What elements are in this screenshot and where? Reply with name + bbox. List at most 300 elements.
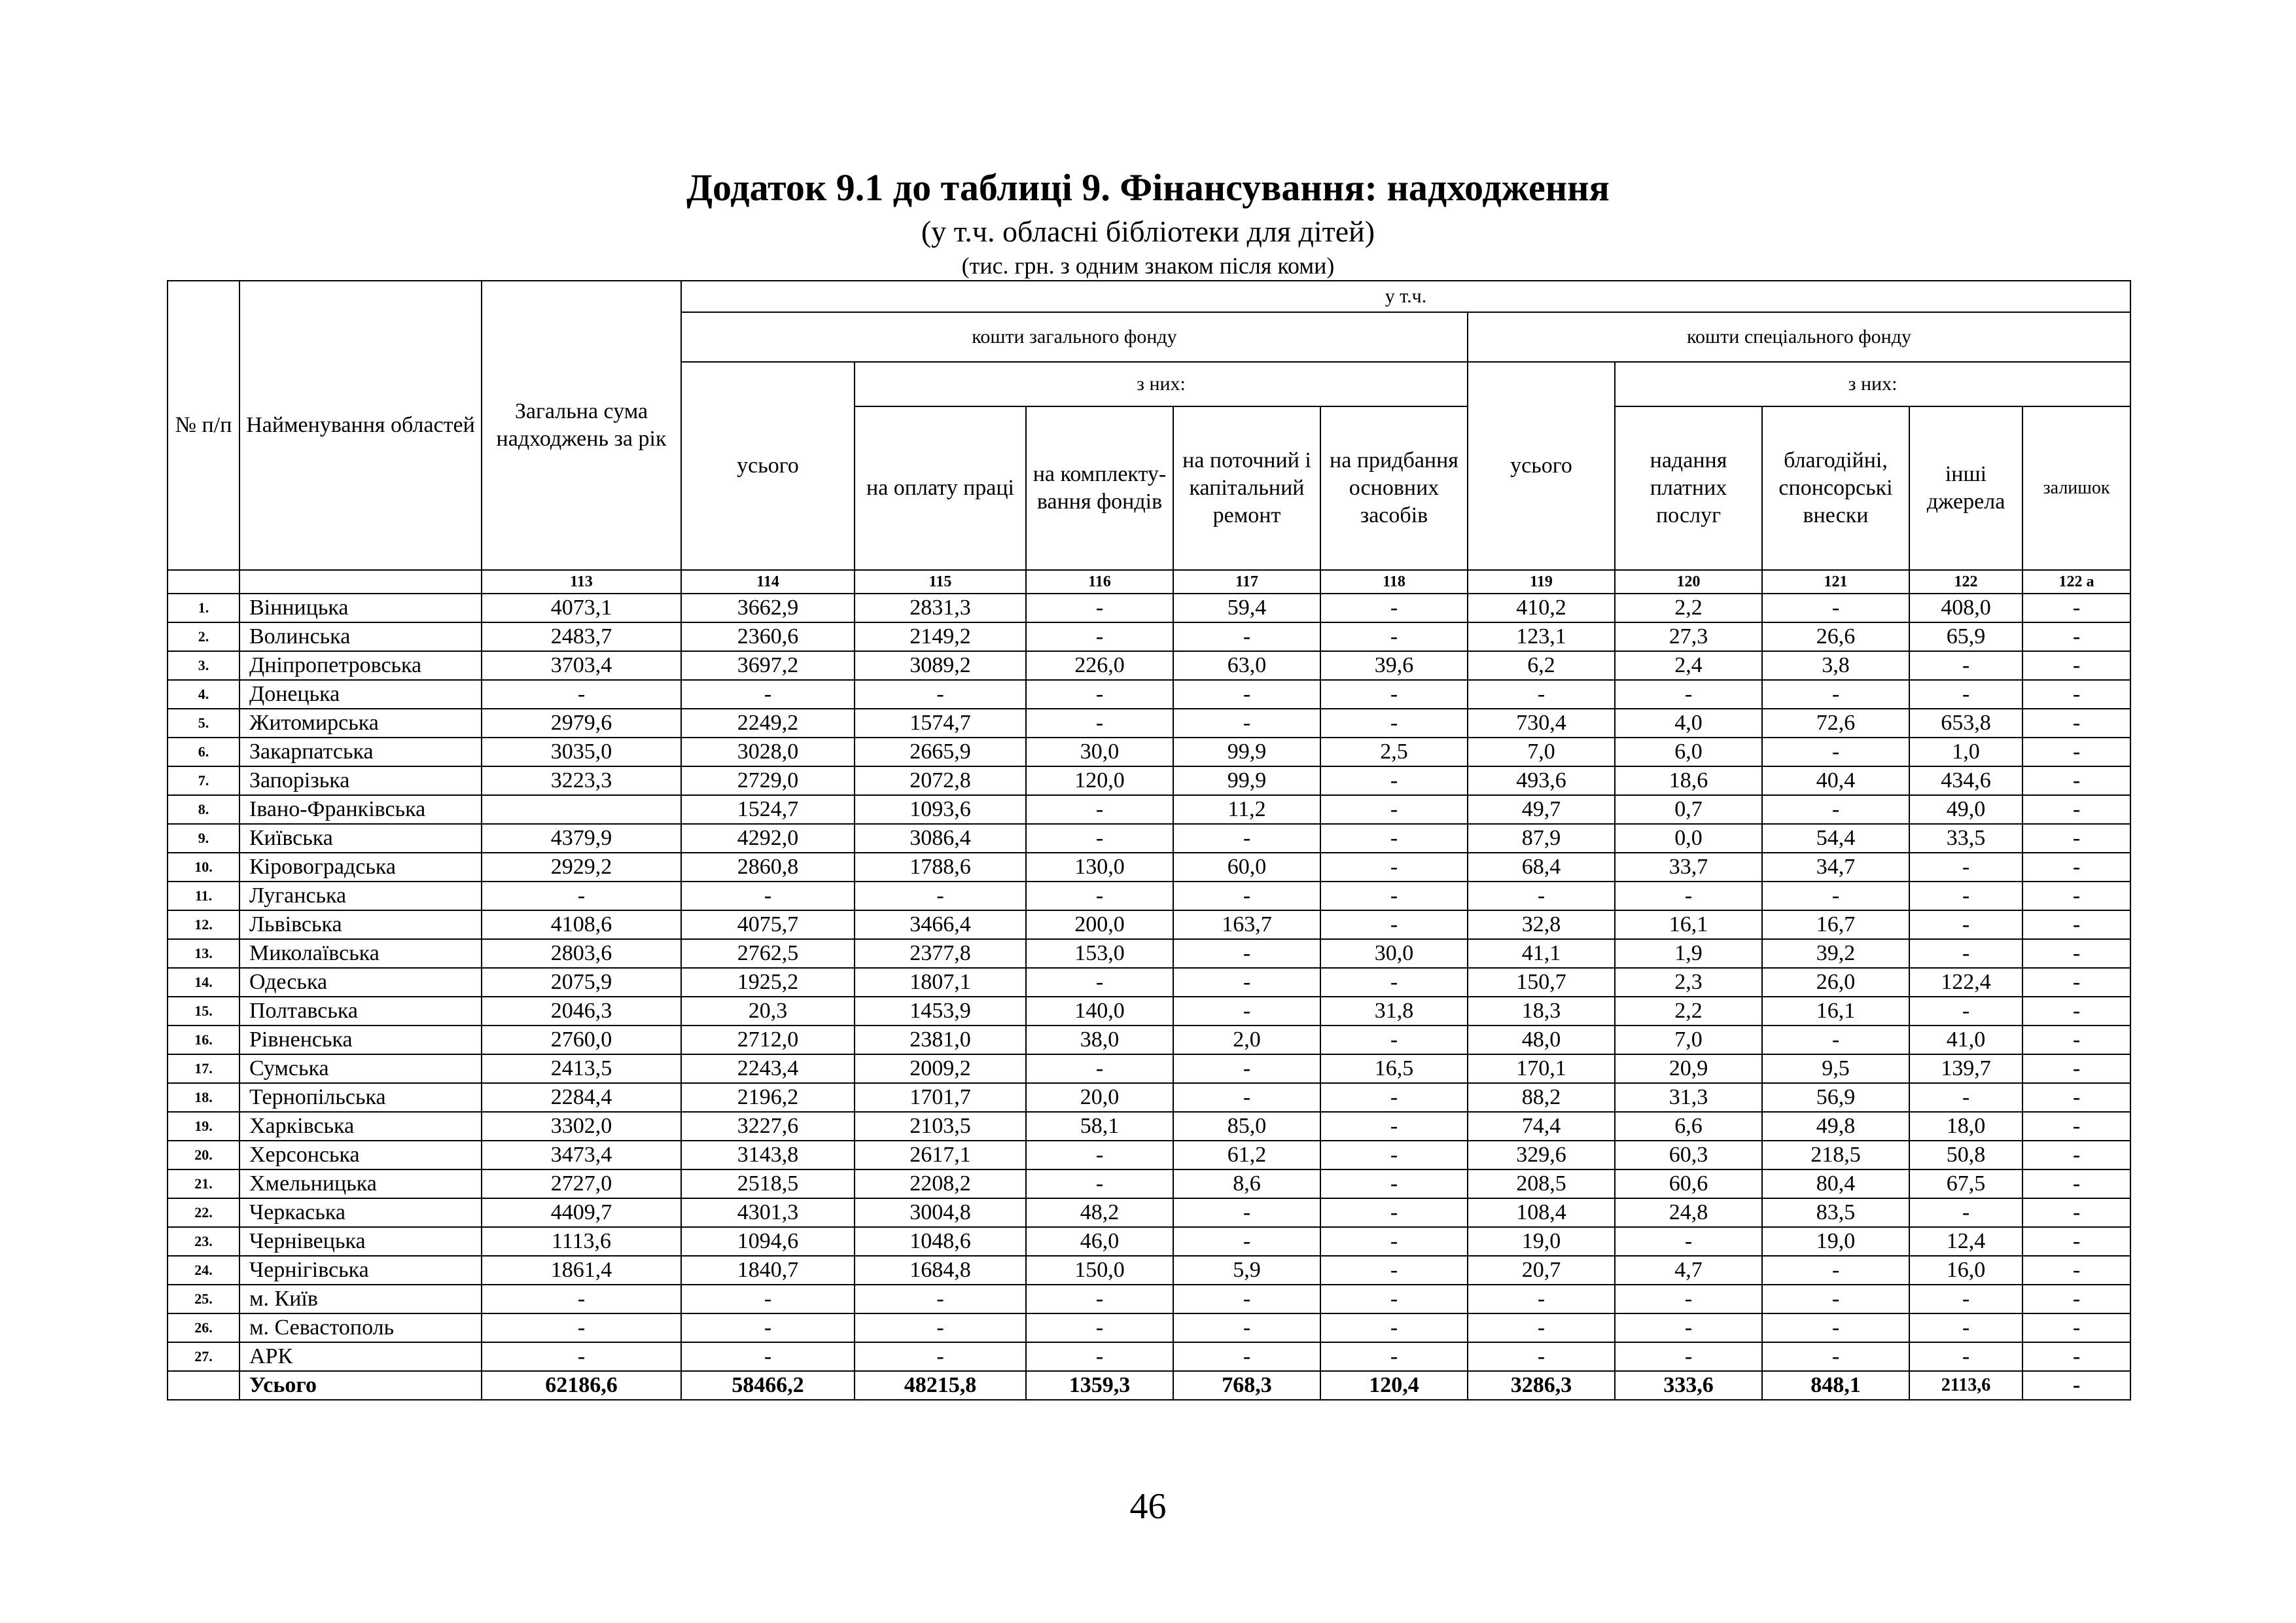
row-number: 19. (168, 1112, 239, 1141)
col-header-num: № п/п (168, 281, 239, 570)
row-number: 15. (168, 997, 239, 1026)
table-row (168, 795, 2130, 824)
value-cell: - (2022, 1285, 2130, 1313)
value-cell: 6,6 (1615, 1112, 1762, 1141)
value-cell: - (1909, 651, 2022, 680)
value-cell: 9,5 (1762, 1054, 1909, 1083)
value-cell: - (1320, 1112, 1468, 1141)
value-cell: - (482, 882, 681, 910)
region-name: Чернігівська (239, 1256, 482, 1285)
value-cell: 2,0 (1173, 1026, 1320, 1054)
value-cell: 16,7 (1762, 910, 1909, 939)
value-cell: 2617,1 (855, 1141, 1026, 1169)
value-cell: - (1762, 1313, 1909, 1342)
total-value-cell: - (2022, 1371, 2130, 1400)
value-cell: 4409,7 (482, 1198, 681, 1227)
value-cell (482, 795, 681, 824)
value-cell: 2046,3 (482, 997, 681, 1026)
value-cell: 2360,6 (681, 622, 855, 651)
value-cell: 7,0 (1468, 738, 1615, 766)
value-cell: - (1615, 1285, 1762, 1313)
table-row (168, 594, 2130, 622)
row-number: 23. (168, 1227, 239, 1256)
value-cell: 20,7 (1468, 1256, 1615, 1285)
value-cell: 27,3 (1615, 622, 1762, 651)
table-row (168, 1198, 2130, 1227)
table-row (168, 1313, 2130, 1342)
value-cell: - (1909, 997, 2022, 1026)
table-row (168, 680, 2130, 709)
region-name: Одеська (239, 968, 482, 997)
value-cell: - (482, 1313, 681, 1342)
value-cell: - (2022, 1342, 2130, 1371)
total-value-cell: 62186,6 (482, 1371, 681, 1400)
col-header-general-total: усього (681, 362, 855, 570)
value-cell: 49,0 (1909, 795, 2022, 824)
value-cell: - (1026, 1141, 1173, 1169)
col-header-of-which-general: з них: (855, 362, 1468, 406)
region-name: Тернопільська (239, 1083, 482, 1112)
value-cell: - (482, 1285, 681, 1313)
value-cell: 1113,6 (482, 1227, 681, 1256)
value-cell: - (482, 680, 681, 709)
table-row (168, 1285, 2130, 1313)
value-cell: 68,4 (1468, 853, 1615, 882)
value-cell: 61,2 (1173, 1141, 1320, 1169)
region-name: Дніпропетровська (239, 651, 482, 680)
value-cell: 19,0 (1762, 1227, 1909, 1256)
value-cell: 226,0 (1026, 651, 1173, 680)
value-cell: 56,9 (1762, 1083, 1909, 1112)
row-number: 22. (168, 1198, 239, 1227)
table-row (168, 738, 2130, 766)
region-name: Херсонська (239, 1141, 482, 1169)
value-cell: 2860,8 (681, 853, 855, 882)
value-cell: 139,7 (1909, 1054, 2022, 1083)
value-cell: - (1026, 1169, 1173, 1198)
value-cell: 3004,8 (855, 1198, 1026, 1227)
value-cell: 2103,5 (855, 1112, 1026, 1141)
value-cell: - (2022, 853, 2130, 882)
value-cell: - (2022, 1198, 2130, 1227)
column-code: 115 (855, 570, 1026, 594)
value-cell: - (1615, 1313, 1762, 1342)
value-cell: 4073,1 (482, 594, 681, 622)
value-cell: 87,9 (1468, 824, 1615, 853)
value-cell: 2665,9 (855, 738, 1026, 766)
row-number: 14. (168, 968, 239, 997)
value-cell: 26,0 (1762, 968, 1909, 997)
region-name: Сумська (239, 1054, 482, 1083)
value-cell: - (1320, 1227, 1468, 1256)
col-header-special-total: усього (1468, 362, 1615, 570)
financing-table (167, 280, 2131, 1400)
value-cell: - (1320, 1198, 1468, 1227)
value-cell: 329,6 (1468, 1141, 1615, 1169)
row-number: 8. (168, 795, 239, 824)
region-name: Полтавська (239, 997, 482, 1026)
column-code: 117 (1173, 570, 1320, 594)
value-cell: - (1762, 1256, 1909, 1285)
column-code: 116 (1026, 570, 1173, 594)
value-cell: 6,2 (1468, 651, 1615, 680)
value-cell: 2762,5 (681, 939, 855, 968)
region-name: Вінницька (239, 594, 482, 622)
value-cell: 1701,7 (855, 1083, 1026, 1112)
value-cell: 4,0 (1615, 709, 1762, 738)
column-code: 118 (1320, 570, 1468, 594)
value-cell: - (1173, 1227, 1320, 1256)
region-name: АРК (239, 1342, 482, 1371)
table-row (168, 1227, 2130, 1256)
value-cell: 32,8 (1468, 910, 1615, 939)
value-cell: 2979,6 (482, 709, 681, 738)
value-cell: - (1320, 968, 1468, 997)
value-cell: - (1320, 853, 1468, 882)
value-cell: - (1909, 910, 2022, 939)
value-cell: 2483,7 (482, 622, 681, 651)
value-cell: 8,6 (1173, 1169, 1320, 1198)
value-cell: - (482, 1342, 681, 1371)
value-cell: - (1468, 882, 1615, 910)
value-cell: 2243,4 (681, 1054, 855, 1083)
value-cell: 1788,6 (855, 853, 1026, 882)
row-number: 7. (168, 766, 239, 795)
total-value-cell: 333,6 (1615, 1371, 1762, 1400)
value-cell: - (1909, 853, 2022, 882)
value-cell: 120,0 (1026, 766, 1173, 795)
row-number: 17. (168, 1054, 239, 1083)
value-cell: - (2022, 1054, 2130, 1083)
value-cell: - (1615, 882, 1762, 910)
value-cell: 48,2 (1026, 1198, 1173, 1227)
col-header-remainder: залишок (2022, 406, 2130, 570)
value-cell: - (681, 680, 855, 709)
value-cell: - (1762, 1285, 1909, 1313)
col-header-other-sources: інші джерела (1909, 406, 2022, 570)
value-cell: - (1909, 939, 2022, 968)
value-cell: 2729,0 (681, 766, 855, 795)
value-cell: - (2022, 968, 2130, 997)
value-cell: 3028,0 (681, 738, 855, 766)
value-cell: - (1909, 1342, 2022, 1371)
col-header-acquisition: на комплекту-вання фондів (1026, 406, 1173, 570)
total-row (168, 1371, 2130, 1400)
row-number: 20. (168, 1141, 239, 1169)
value-cell: 50,8 (1909, 1141, 2022, 1169)
value-cell: 54,4 (1762, 824, 1909, 853)
value-cell: - (2022, 1313, 2130, 1342)
value-cell: 60,0 (1173, 853, 1320, 882)
value-cell: - (1173, 1083, 1320, 1112)
value-cell: - (1026, 622, 1173, 651)
value-cell: 2760,0 (482, 1026, 681, 1054)
total-label: Усього (239, 1371, 482, 1400)
value-cell: 170,1 (1468, 1054, 1615, 1083)
col-header-region: Найменування областей (239, 281, 482, 570)
value-cell: 19,0 (1468, 1227, 1615, 1256)
value-cell: 4301,3 (681, 1198, 855, 1227)
row-number: 25. (168, 1285, 239, 1313)
value-cell: - (1026, 1342, 1173, 1371)
value-cell: 3473,4 (482, 1141, 681, 1169)
region-name: Миколаївська (239, 939, 482, 968)
value-cell: - (2022, 680, 2130, 709)
value-cell: 30,0 (1320, 939, 1468, 968)
col-header-fixed-assets: на придбання основних засобів (1320, 406, 1468, 570)
row-number: 27. (168, 1342, 239, 1371)
value-cell: - (1615, 680, 1762, 709)
value-cell: 24,8 (1615, 1198, 1762, 1227)
row-number: 5. (168, 709, 239, 738)
value-cell: - (2022, 1083, 2130, 1112)
value-cell: - (1173, 1198, 1320, 1227)
column-code: 120 (1615, 570, 1762, 594)
value-cell: 2149,2 (855, 622, 1026, 651)
column-code: 119 (1468, 570, 1615, 594)
total-value-cell: 58466,2 (681, 1371, 855, 1400)
column-codes-row (168, 570, 2130, 594)
value-cell: 2831,3 (855, 594, 1026, 622)
value-cell: 1807,1 (855, 968, 1026, 997)
value-cell: - (1320, 1313, 1468, 1342)
value-cell: 2413,5 (482, 1054, 681, 1083)
value-cell: 1094,6 (681, 1227, 855, 1256)
total-value-cell: 48215,8 (855, 1371, 1026, 1400)
value-cell: 653,8 (1909, 709, 2022, 738)
value-cell: 18,6 (1615, 766, 1762, 795)
value-cell: - (1173, 1054, 1320, 1083)
region-name: Житомирська (239, 709, 482, 738)
region-name: Київська (239, 824, 482, 853)
value-cell: - (1026, 1313, 1173, 1342)
value-cell: 130,0 (1026, 853, 1173, 882)
table-row (168, 1026, 2130, 1054)
value-cell: 1840,7 (681, 1256, 855, 1285)
table-row (168, 824, 2130, 853)
value-cell: 153,0 (1026, 939, 1173, 968)
value-cell: 163,7 (1173, 910, 1320, 939)
value-cell: 40,4 (1762, 766, 1909, 795)
col-header-salary: на оплату праці (855, 406, 1026, 570)
value-cell: - (1320, 622, 1468, 651)
value-cell: 4075,7 (681, 910, 855, 939)
column-code: 121 (1762, 570, 1909, 594)
value-cell: - (2022, 882, 2130, 910)
total-value-cell: 848,1 (1762, 1371, 1909, 1400)
value-cell: - (855, 1285, 1026, 1313)
value-cell: 4,7 (1615, 1256, 1762, 1285)
region-name: Запорізька (239, 766, 482, 795)
value-cell: 2009,2 (855, 1054, 1026, 1083)
col-header-charity: благодійні, спонсорські внески (1762, 406, 1909, 570)
value-cell: - (1909, 1083, 2022, 1112)
value-cell: 48,0 (1468, 1026, 1615, 1054)
value-cell: 60,3 (1615, 1141, 1762, 1169)
region-name: Рівненська (239, 1026, 482, 1054)
row-number: 16. (168, 1026, 239, 1054)
row-number: 24. (168, 1256, 239, 1285)
value-cell: - (1320, 1141, 1468, 1169)
value-cell: - (855, 1342, 1026, 1371)
value-cell: - (1173, 882, 1320, 910)
value-cell: - (1173, 939, 1320, 968)
value-cell: - (1320, 910, 1468, 939)
value-cell: - (681, 1313, 855, 1342)
row-number: 18. (168, 1083, 239, 1112)
value-cell: 67,5 (1909, 1169, 2022, 1198)
value-cell: 99,9 (1173, 738, 1320, 766)
value-cell: - (2022, 910, 2130, 939)
col-header-special-fund: кошти спеціального фонду (1468, 312, 2130, 362)
value-cell: - (1173, 680, 1320, 709)
value-cell: - (1173, 997, 1320, 1026)
value-cell: - (1320, 680, 1468, 709)
value-cell: - (1615, 1227, 1762, 1256)
value-cell: 2075,9 (482, 968, 681, 997)
value-cell: - (2022, 738, 2130, 766)
value-cell: 16,5 (1320, 1054, 1468, 1083)
value-cell: 2284,4 (482, 1083, 681, 1112)
value-cell: 39,2 (1762, 939, 1909, 968)
value-cell: 1925,2 (681, 968, 855, 997)
table-row (168, 882, 2130, 910)
table-row (168, 853, 2130, 882)
value-cell: 30,0 (1026, 738, 1173, 766)
table-row (168, 997, 2130, 1026)
region-name: Волинська (239, 622, 482, 651)
table-row (168, 1083, 2130, 1112)
column-code: 114 (681, 570, 855, 594)
value-cell: 408,0 (1909, 594, 2022, 622)
value-cell: 2727,0 (482, 1169, 681, 1198)
value-cell: 16,0 (1909, 1256, 2022, 1285)
table-row (168, 1141, 2130, 1169)
value-cell: - (2022, 939, 2130, 968)
row-number: 21. (168, 1169, 239, 1198)
table-row (168, 1342, 2130, 1371)
value-cell: 2929,2 (482, 853, 681, 882)
value-cell: 59,4 (1173, 594, 1320, 622)
table-row (168, 1169, 2130, 1198)
value-cell: 150,7 (1468, 968, 1615, 997)
value-cell: - (1173, 1342, 1320, 1371)
value-cell: - (2022, 651, 2130, 680)
value-cell: 85,0 (1173, 1112, 1320, 1141)
value-cell: 60,6 (1615, 1169, 1762, 1198)
row-number: 13. (168, 939, 239, 968)
value-cell: 200,0 (1026, 910, 1173, 939)
page-number: 46 (1129, 1486, 1167, 1527)
value-cell: 38,0 (1026, 1026, 1173, 1054)
total-row-number-cell (168, 1371, 239, 1400)
table-row (168, 1112, 2130, 1141)
value-cell: 2072,8 (855, 766, 1026, 795)
value-cell: 2712,0 (681, 1026, 855, 1054)
table-row (168, 766, 2130, 795)
value-cell: - (1909, 680, 2022, 709)
value-cell: - (1320, 1342, 1468, 1371)
total-value-cell: 768,3 (1173, 1371, 1320, 1400)
value-cell: 3227,6 (681, 1112, 855, 1141)
region-name: Івано-Франківська (239, 795, 482, 824)
value-cell: 3697,2 (681, 651, 855, 680)
page-subtitle: (у т.ч. обласні бібліотеки для дітей) (921, 215, 1375, 248)
value-cell: 2518,5 (681, 1169, 855, 1198)
value-cell: - (1173, 709, 1320, 738)
col-header-paid-services: надання платних послуг (1615, 406, 1762, 570)
value-cell: 493,6 (1468, 766, 1615, 795)
row-number: 12. (168, 910, 239, 939)
table-row (168, 622, 2130, 651)
value-cell: - (1173, 1285, 1320, 1313)
value-cell: 3302,0 (482, 1112, 681, 1141)
column-code: 122 (1909, 570, 2022, 594)
value-cell: 2,3 (1615, 968, 1762, 997)
value-cell: 3035,0 (482, 738, 681, 766)
value-cell: 16,1 (1762, 997, 1909, 1026)
value-cell: 1684,8 (855, 1256, 1026, 1285)
total-value-cell: 2113,6 (1909, 1371, 2022, 1400)
value-cell: 1093,6 (855, 795, 1026, 824)
value-cell: 4292,0 (681, 824, 855, 853)
value-cell: - (1468, 1313, 1615, 1342)
value-cell: 74,4 (1468, 1112, 1615, 1141)
value-cell: 3,8 (1762, 651, 1909, 680)
value-cell: - (2022, 1026, 2130, 1054)
value-cell: 0,0 (1615, 824, 1762, 853)
value-cell: 2377,8 (855, 939, 1026, 968)
value-cell: - (855, 882, 1026, 910)
value-cell: - (855, 1313, 1026, 1342)
region-name: Кіровоградська (239, 853, 482, 882)
col-header-general-fund: кошти загального фонду (681, 312, 1468, 362)
table-body (168, 594, 2130, 1400)
value-cell: 41,1 (1468, 939, 1615, 968)
row-number: 9. (168, 824, 239, 853)
value-cell: 0,7 (1615, 795, 1762, 824)
table-row (168, 939, 2130, 968)
value-cell: - (1026, 709, 1173, 738)
value-cell: 3466,4 (855, 910, 1026, 939)
value-cell: 3086,4 (855, 824, 1026, 853)
col-header-repair: на поточний і капітальний ремонт (1173, 406, 1320, 570)
row-number: 4. (168, 680, 239, 709)
total-value-cell: 3286,3 (1468, 1371, 1615, 1400)
value-cell: 3089,2 (855, 651, 1026, 680)
value-cell: 3703,4 (482, 651, 681, 680)
value-cell: 83,5 (1762, 1198, 1909, 1227)
table-header (168, 281, 2130, 594)
value-cell: 1524,7 (681, 795, 855, 824)
value-cell: - (1320, 1285, 1468, 1313)
value-cell: 20,3 (681, 997, 855, 1026)
value-cell: 6,0 (1615, 738, 1762, 766)
value-cell: - (2022, 1169, 2130, 1198)
row-number: 6. (168, 738, 239, 766)
value-cell: - (1026, 882, 1173, 910)
value-cell: 49,8 (1762, 1112, 1909, 1141)
value-cell: - (1762, 738, 1909, 766)
column-code: 122 а (2022, 570, 2130, 594)
region-name: Луганська (239, 882, 482, 910)
value-cell: - (1320, 882, 1468, 910)
value-cell: 18,3 (1468, 997, 1615, 1026)
value-cell: 3143,8 (681, 1141, 855, 1169)
value-cell: - (2022, 1141, 2130, 1169)
value-cell: - (2022, 709, 2130, 738)
value-cell: - (1320, 709, 1468, 738)
